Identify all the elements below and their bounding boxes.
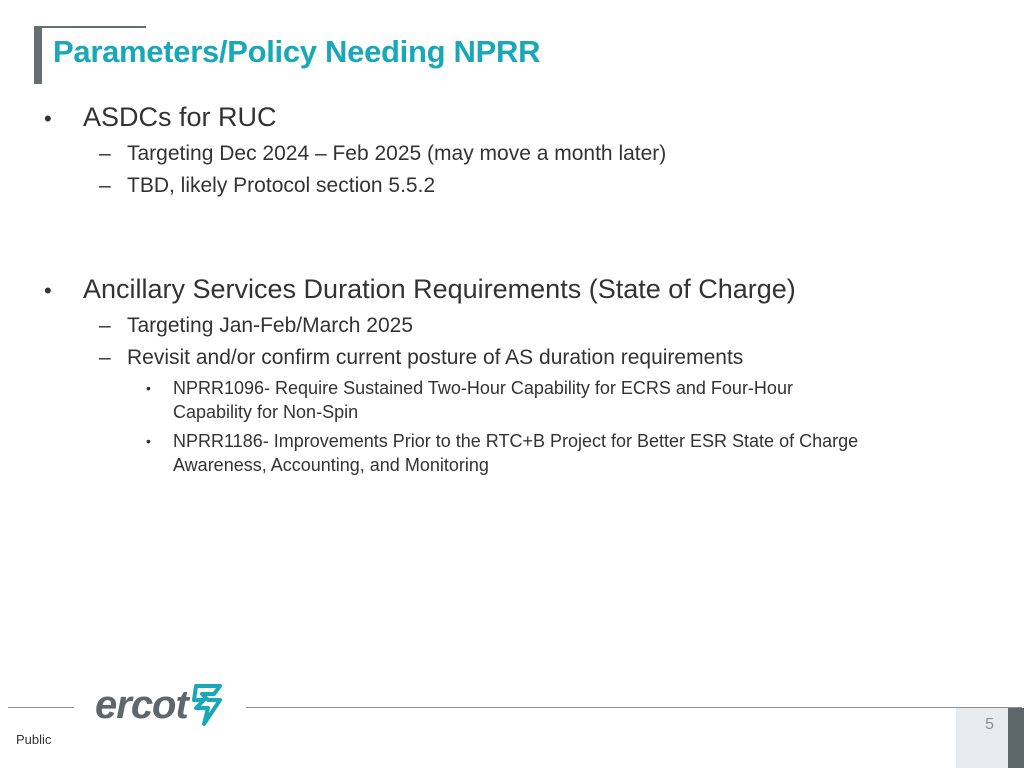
bullet-ancillary-services xyxy=(44,273,796,307)
dash-marker: – xyxy=(99,346,111,369)
sub-bullet-revisit xyxy=(99,345,743,371)
bullet-marker: • xyxy=(44,278,52,303)
nested-bullet-text: NPRR1096- Require Sustained Two-Hour Capability for ECRS and Four-Hour Capability for Non-Spin xyxy=(173,378,793,422)
ercot-logo xyxy=(95,682,226,728)
bullet-text: ASDCs for RUC xyxy=(83,102,277,132)
title-accent-rule xyxy=(34,26,146,28)
sub-bullet-text: TBD, likely Protocol section 5.5.2 xyxy=(127,174,436,197)
dash-marker: – xyxy=(99,174,111,197)
nested-bullet-text: NPRR1186- Improvements Prior to the RTC+B Project for Better ESR State of Charge Awareness, Accounting, and Monitoring xyxy=(173,431,859,475)
logo-wordmark: ercot xyxy=(95,683,188,727)
sub-bullet-tbd-protocol xyxy=(99,173,435,199)
nested-bullet-nprr1186 xyxy=(146,429,876,477)
sub-bullet-text: Targeting Dec 2024 – Feb 2025 (may move a month later) xyxy=(127,142,667,165)
footer-rule-right xyxy=(246,707,1022,708)
classification-label: Public xyxy=(16,732,52,747)
page-number: 5 xyxy=(985,716,994,733)
nested-bullet-marker: • xyxy=(146,380,151,396)
nested-bullet-nprr1096 xyxy=(146,376,876,424)
footer-rule-left xyxy=(8,707,74,708)
page-number-accent xyxy=(1008,708,1024,768)
sub-bullet-text: Targeting Jan-Feb/March 2025 xyxy=(127,314,413,337)
bullet-marker: • xyxy=(44,106,52,131)
sub-bullet-targeting-dec xyxy=(99,141,666,167)
dash-marker: – xyxy=(99,314,111,337)
slide-title: Parameters/Policy Needing NPRR xyxy=(53,34,541,69)
sub-bullet-targeting-jan xyxy=(99,313,413,339)
title-accent-bar xyxy=(34,26,42,84)
sub-bullet-text: Revisit and/or confirm current posture of AS duration requirements xyxy=(127,346,744,369)
dash-marker: – xyxy=(99,142,111,165)
lightning-bolt-icon xyxy=(190,682,226,728)
nested-bullet-marker: • xyxy=(146,433,151,449)
bullet-asdcs-for-ruc xyxy=(44,101,277,135)
bullet-text: Ancillary Services Duration Requirements (State of Charge) xyxy=(83,274,796,304)
